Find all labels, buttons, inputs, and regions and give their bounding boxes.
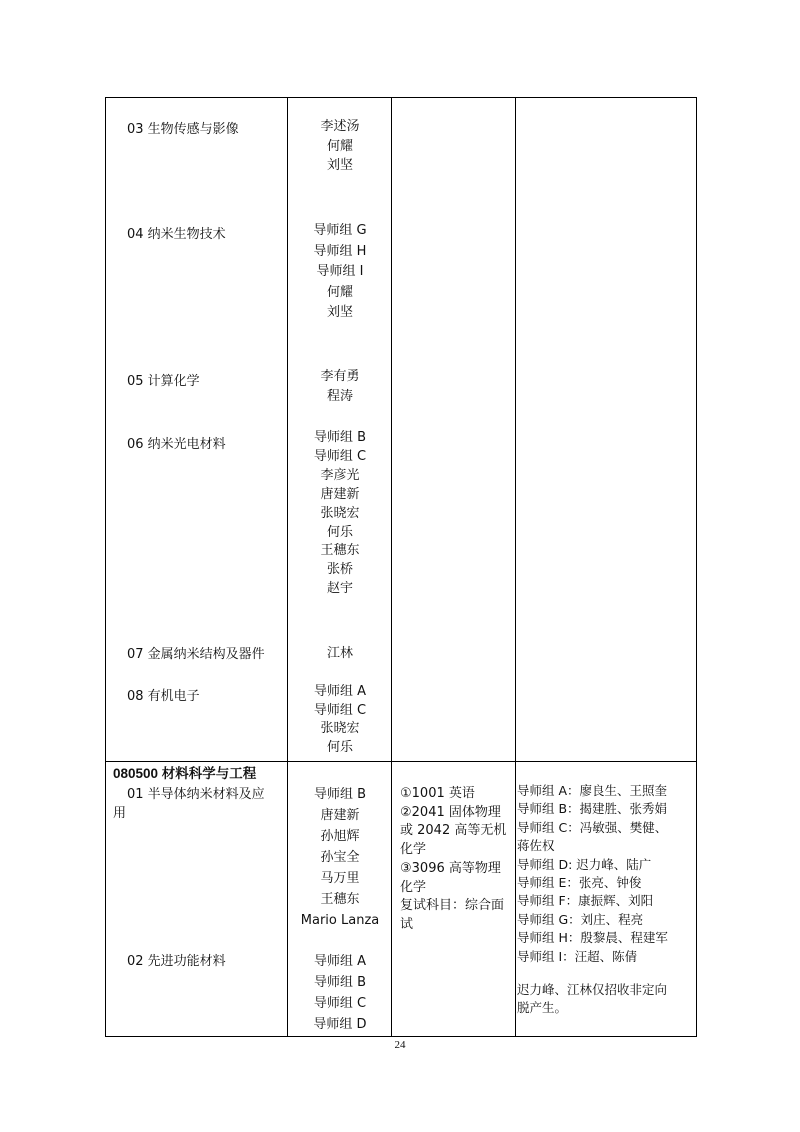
exam-subjects: ①1001 英语 ②2041 固体物理 或 2042 高等无机 化学 ③3096 高等物理 化学 复试科目：综合面 试 [400, 786, 507, 932]
program-title: 080500 材料科学与工程 [113, 766, 257, 781]
direction-label: 06 纳米光电材料 [127, 437, 226, 452]
direction-label: 用 [113, 806, 127, 821]
direction-label: 04 纳米生物技术 [127, 227, 226, 242]
advisor-list: 江林 [326, 646, 353, 661]
page-number: 24 [394, 1039, 406, 1051]
advisor-list: 导师组 G 导师组 H 导师组 I 何耀 刘坚 [313, 223, 367, 320]
advisor-list: 李有勇 程涛 [320, 369, 360, 404]
notes-extra: 迟力峰、江林仅招收非定向 脱产生。 [517, 982, 668, 1016]
column-divider [515, 98, 516, 1036]
section-divider [106, 761, 696, 762]
direction-label: 05 计算化学 [127, 374, 200, 389]
advisor-list: 导师组 B 导师组 C 李彦光 唐建新 张晓宏 何乐 王穗东 张桥 赵宇 [313, 430, 367, 597]
direction-label: 08 有机电子 [127, 689, 200, 704]
direction-label: 07 金属纳米结构及器件 [127, 647, 265, 662]
program-table [105, 97, 697, 1037]
advisor-list: 导师组 A 导师组 C 张晓宏 何乐 [313, 684, 367, 755]
direction-label: 02 先进功能材料 [127, 954, 226, 969]
direction-label: 03 生物传感与影像 [127, 122, 239, 137]
notes: 导师组 A：廖良生、王照奎 导师组 B：揭建胜、张秀娟 导师组 C：冯敏强、樊健、 蒋佐权 导师组 D: 迟力峰、陆广 导师组 E：张亮、钟俊 导师组 F：康振辉、刘阳 导师组 G：刘庄、程亮 导师组 H：殷黎晨、程建军 导师组 I：汪超、陈倩 [517, 783, 668, 964]
advisor-list: 李述汤 何耀 刘坚 [320, 119, 360, 173]
advisor-list: 导师组 B 唐建新 孙旭辉 孙宝全 马万里 王穗东 Mario Lanza [300, 787, 380, 928]
advisor-list: 导师组 A 导师组 B 导师组 C 导师组 D [313, 954, 367, 1032]
direction-label: 01 半导体纳米材料及应 [127, 787, 265, 802]
